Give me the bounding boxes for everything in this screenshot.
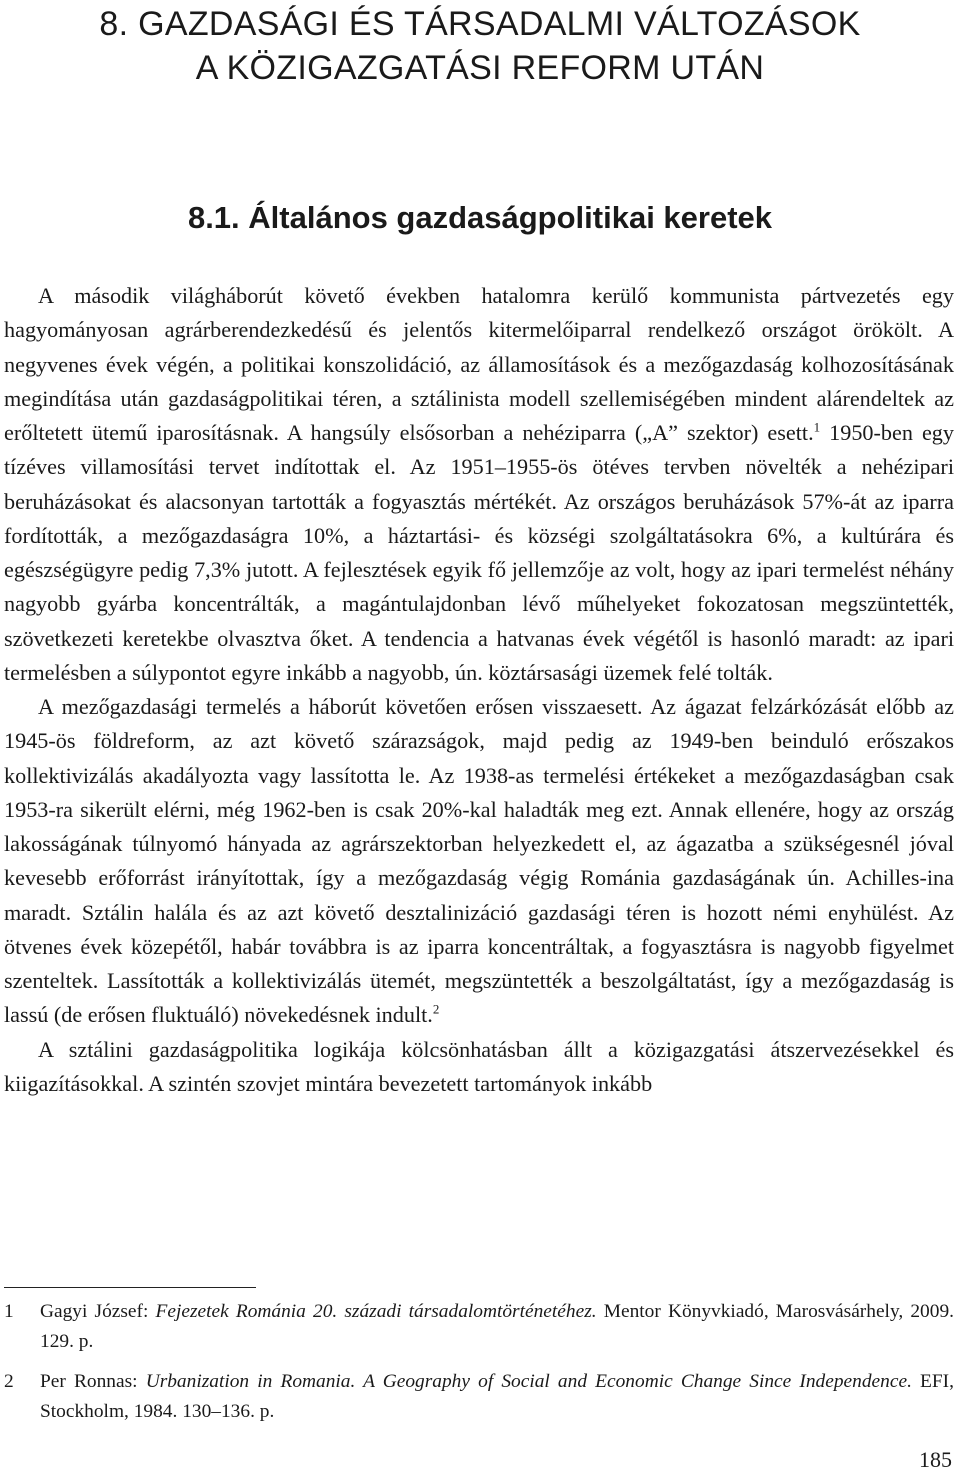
- footnote-ref-1: 1: [813, 419, 821, 435]
- footnote-1-title: Fejezetek Románia 20. századi társadalomtörténetéhez.: [155, 1301, 597, 1322]
- paragraph-3-text: A sztálini gazdaságpolitika logikája kölcsönhatásban állt a közigazgatási átszervezésekkel és kiigazításokkal. A szintén szovjet mintára bevezetett tartományok inkább: [4, 1036, 954, 1096]
- chapter-title: [0, 2, 960, 90]
- paragraph-2-text: A mezőgazdasági termelés a háborút követően erősen visszaesett. Az ágazat felzárkózását előbb az 1945-ös földreform, az azt követő szárazságok, majd pedig az 1949-ben beinduló erőszakos kollektivizálás akadályozta vagy lassította le. Az 1938-as termelési értékeket a mezőgazdaságban csak 1953-ra sikerült elérni, még 1962-ben is csak 20%-kal haladták meg ezt. Annak ellenére, hogy az ország lakosságának túlnyomó hányada az agrárszektorban helyezkedett el, az ágazatba a szükségesnél jóval kevesebb erőforrást irányítottak, így a mezőgazdaság végig Románia gazdaságának ún. Achilles-ina maradt. Sztálin halála és az azt követő desztalinizáció gazdasági téren is hozott némi enyhülést. Az ötvenes évek közepétől, habár továbbra is az iparra koncentráltak, a fogyasztásra is nagyobb figyelmet szenteltek. Lassították a kollektivizálás ütemét, megszüntették a beszolgáltatást, így a mezőgazdaság is lassú (de erősen fluktuáló) növekedésnek indult.: [4, 694, 954, 1028]
- footnote-divider: [4, 1287, 256, 1288]
- footnote-1-rest: Mentor Könyvkiadó, Marosvásárhely, 2009. 129. p.: [40, 1301, 954, 1352]
- paragraph-1-text-b: 1950-ben egy tízéves villamosítási tervet indítottak el. Az 1951–1955-ös ötéves tervben növelték a nehézipari beruházásokat és alacsonyan tartották a fogyasztás mértékét. Az országos beruházások 57%-át az iparra fordították, a mezőgazdaságra 10%, a háztartási- és községi szolgáltatásokra 6%, a kultúrára és egészségügyre pedig 7,3% jutott. A fejlesztések egyik fő jellemzője az volt, hogy az ipari termelést néhány nagyobb gyárba koncentrálták, a magántulajdonban lévő műhelyeket fokozatosan megszüntették, szövetkezeti keretekbe olvasztva őket. A tendencia a hatvanas évek végétől is hasonló maradt: az ipari termelésben a súlypontot egyre inkább a nagyobb, ún. köztársasági üzemek felé tolták.: [4, 420, 954, 685]
- footnote-2-number: 2: [4, 1371, 14, 1392]
- chapter-title-line-1: 8. GAZDASÁGI ÉS TÁRSADALMI VÁLTOZÁSOK: [99, 5, 861, 43]
- page-number: 185: [919, 1447, 952, 1472]
- paragraph-1-text-a: A második világháborút követő években hatalomra kerülő kommunista pártvezetés egy hagyományosan agrárberendezkedésű és jelentős kitermelőiparral rendelkező országot örökölt. A negyvenes évek végén, a politikai konszolidáció, az államosítások és a mezőgazdaság kolhozosításának megindítása után gazdaságpolitikai téren, a sztálinista modell szellemiségében mindent alárendeltek az erőltetett ütemű iparosításnak. A hangsúly elsősorban a nehéziparra („A” szektor) esett.: [4, 283, 954, 445]
- footnotes: [4, 1297, 954, 1437]
- body-text: [4, 279, 954, 1101]
- footnote-2-title: Urbanization in Romania. A Geography of Social and Economic Change Since Independence.: [145, 1371, 912, 1392]
- paragraph-2: [4, 690, 954, 1033]
- footnote-ref-2: 2: [432, 1001, 440, 1017]
- footnote-1: [4, 1297, 954, 1357]
- section-title: 8.1. Általános gazdaságpolitikai keretek: [187, 200, 773, 235]
- footnote-2-author: Per Ronnas:: [40, 1371, 146, 1392]
- footnote-1-author: Gagyi József:: [40, 1301, 156, 1322]
- paragraph-3: [4, 1033, 954, 1102]
- footnote-2-rest: EFI, Stockholm, 1984. 130–136. p.: [40, 1371, 954, 1422]
- footnote-1-number: 1: [4, 1301, 14, 1322]
- chapter-title-line-2: A KÖZIGAZGATÁSI REFORM UTÁN: [195, 49, 765, 87]
- paragraph-1: [4, 279, 954, 690]
- footnote-2: [4, 1367, 954, 1427]
